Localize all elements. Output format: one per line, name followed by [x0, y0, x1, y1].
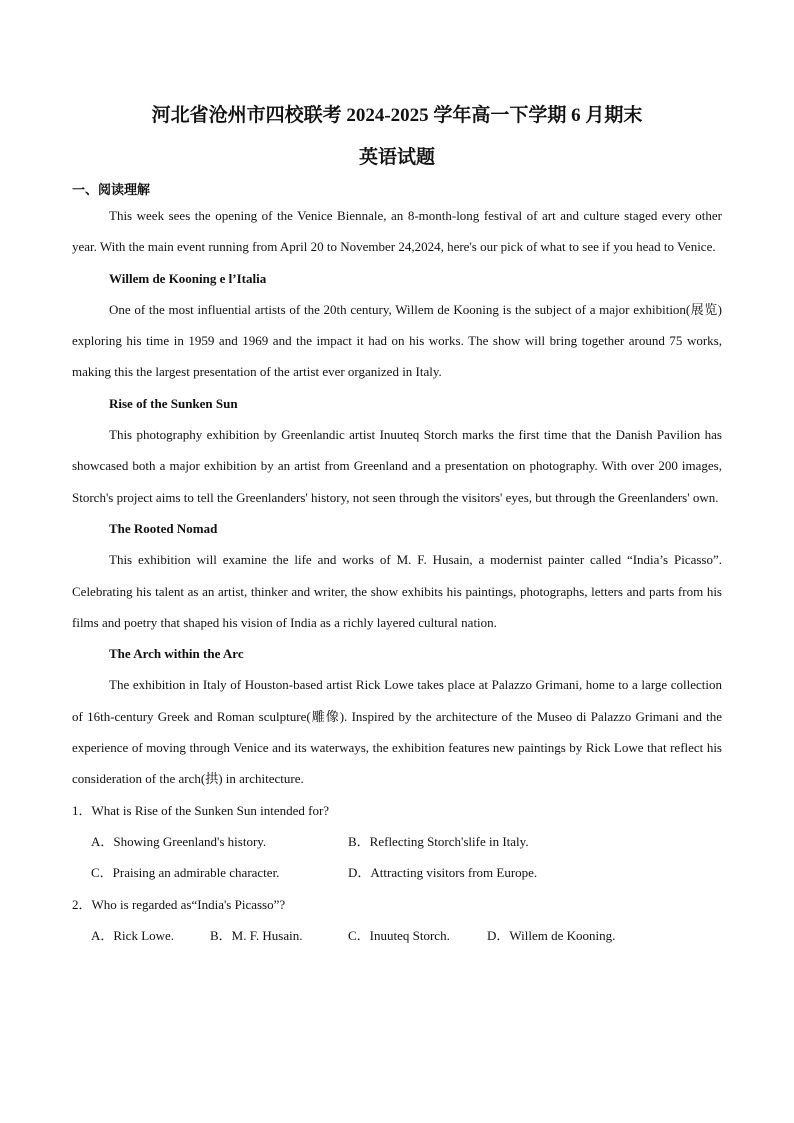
- exhibition-heading-rooted-nomad: The Rooted Nomad: [109, 520, 218, 536]
- question-1-option-b: B．Reflecting Storch'slife in Italy.: [348, 833, 529, 849]
- question-2-option-d: D．Willem de Kooning.: [487, 927, 616, 943]
- exhibition-heading-de-kooning: Willem de Kooning e l’Italia: [109, 270, 267, 286]
- question-1-option-d: D．Attracting visitors from Europe.: [348, 865, 538, 881]
- question-2-stem: 2．Who is regarded as“India's Picasso”?: [72, 896, 286, 912]
- document-title: 河北省沧州市四校联考 2024-2025 学年高一下学期 6 月期末: [151, 105, 643, 126]
- exhibition-heading-arch: The Arch within the Arc: [109, 646, 244, 662]
- question-1-options: [72, 826, 722, 889]
- section-label: 一、阅读理解: [72, 182, 151, 197]
- question-2-option-a: A．Rick Lowe.: [91, 927, 175, 943]
- question-2-options: [72, 920, 722, 951]
- exhibition-text-sunken-sun: This photography exhibition by Greenlandic artist Inuuteq Storch marks the first time that the Danish Pavilion has showcased both a major exhibition by an artist from Greenland and a presentation on photography. With over 200 images, Storch's project aims to tell the Greenlanders' history, not seen through the visitors' eyes, but through the Greenlanders' own.: [72, 427, 722, 505]
- document-page: [72, 102, 722, 951]
- question-1-option-c: C．Praising an admirable character.: [91, 865, 280, 881]
- question-2-option-b: B．M. F. Husain.: [210, 927, 303, 943]
- question-2-option-c: C．Inuuteq Storch.: [348, 927, 450, 943]
- document-subtitle: 英语试题: [358, 147, 435, 168]
- exhibition-text-arch: The exhibition in Italy of Houston-based artist Rick Lowe takes place at Palazzo Grimani, home to a large collection of 16th-century Greek and Roman sculpture(雕像). Inspired by the architecture of the Museo di Palazzo Grimani and the experience of moving through Venice and its waterways, the exhibition features new paintings by Rick Lowe that reflect his consideration of the arch(拱) in architecture.: [72, 677, 722, 787]
- question-1-option-a: A．Showing Greenland's history.: [91, 833, 267, 849]
- exhibition-text-rooted-nomad: This exhibition will examine the life and works of M. F. Husain, a modernist painter called “India’s Picasso”. Celebrating his talent as an artist, thinker and writer, the show exhibits his paintings, photographs, letters and parts from his films and poetry that shaped his vision of India as a richly layered cultural nation.: [72, 552, 722, 630]
- exhibition-text-de-kooning: One of the most influential artists of the 20th century, Willem de Kooning is the subject of a major exhibition(展览) exploring his time in 1959 and 1969 and the impact it had on his works. The show will bring together around 75 works, making this the largest presentation of the artist ever organized in Italy.: [72, 301, 722, 380]
- question-1-stem: 1．What is Rise of the Sunken Sun intended for?: [72, 802, 330, 818]
- passage-intro: This week sees the opening of the Venice Biennale, an 8-month-long festival of art and culture staged every other year. With the main event running from April 20 to November 24,2024, here's our pick of what to see if you head to Venice.: [72, 208, 722, 255]
- exhibition-heading-sunken-sun: Rise of the Sunken Sun: [109, 395, 238, 411]
